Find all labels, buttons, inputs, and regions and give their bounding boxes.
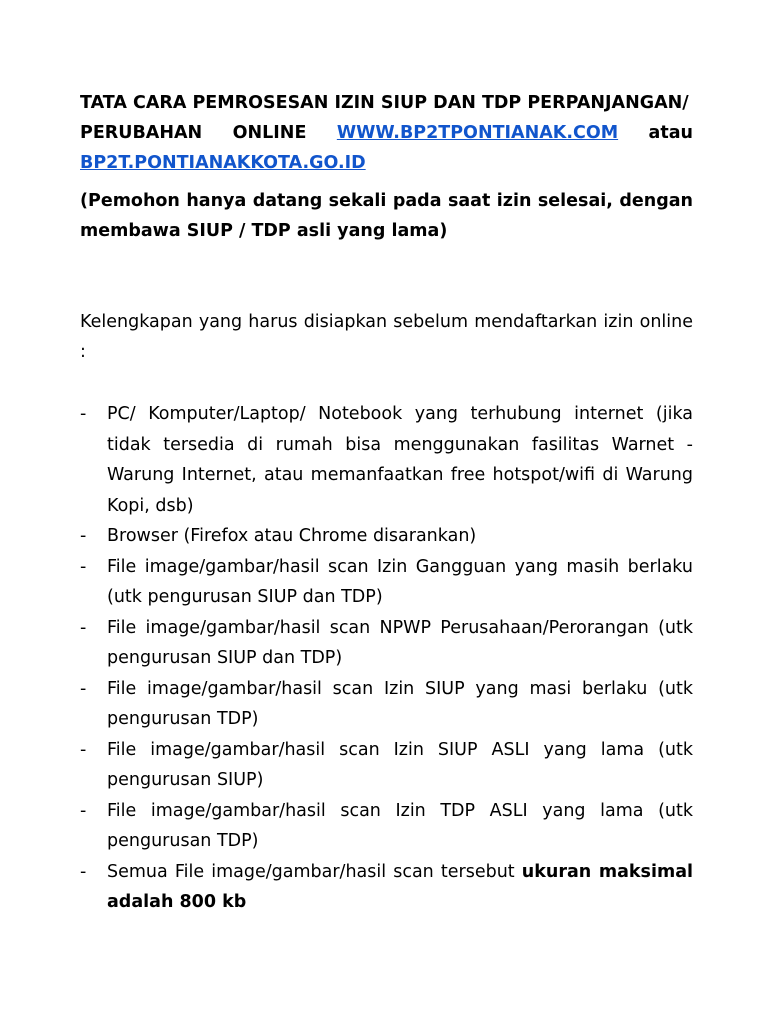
title-word-online: ONLINE bbox=[232, 123, 307, 143]
requirement-item bbox=[80, 613, 693, 674]
requirement-item bbox=[80, 521, 693, 552]
bullet-dash: - bbox=[80, 739, 87, 760]
title-line-3 bbox=[80, 148, 693, 178]
bullet-dash: - bbox=[80, 617, 87, 638]
bullet-dash: - bbox=[80, 800, 87, 821]
requirement-text: File image/gambar/hasil scan NPWP Perusahaan/Perorangan (utk pengurusan SIUP dan TDP) bbox=[107, 617, 693, 668]
requirement-item bbox=[80, 674, 693, 735]
requirement-item bbox=[80, 735, 693, 796]
file-size-limit: ukuran maksimal adalah 800 kb bbox=[107, 861, 693, 912]
document-title bbox=[80, 88, 693, 178]
title-word-perubahan: PERUBAHAN bbox=[80, 123, 203, 143]
title-line-1 bbox=[80, 88, 693, 118]
bullet-dash: - bbox=[80, 861, 87, 882]
requirement-item bbox=[80, 796, 693, 857]
requirement-item bbox=[80, 399, 693, 521]
requirement-text: File image/gambar/hasil scan Izin SIUP ASLI yang lama (utk pengurusan SIUP) bbox=[107, 739, 693, 790]
requirement-text: Semua File image/gambar/hasil scan tersebut bbox=[107, 861, 522, 882]
requirement-text: PC/ Komputer/Laptop/ Notebook yang terhubung internet (jika tidak tersedia di rumah bisa menggunakan fasilitas Warnet - Warung Internet, atau memanfaatkan free hotspot/wifi di Warung Kopi, dsb) bbox=[107, 404, 693, 516]
title-word-atau: atau bbox=[648, 123, 693, 143]
title-line-2 bbox=[80, 118, 693, 148]
requirement-item bbox=[80, 552, 693, 613]
requirement-text: File image/gambar/hasil scan Izin SIUP yang masi berlaku (utk pengurusan TDP) bbox=[107, 678, 693, 729]
requirements-intro: Kelengkapan yang harus disiapkan sebelum mendaftarkan izin online : bbox=[80, 312, 693, 362]
requirement-text: File image/gambar/hasil scan Izin TDP ASLI yang lama (utk pengurusan TDP) bbox=[107, 800, 693, 851]
bullet-dash: - bbox=[80, 404, 87, 424]
applicant-note: (Pemohon hanya datang sekali pada saat izin selesai, dengan membawa SIUP / TDP asli yang lama) bbox=[80, 191, 693, 241]
bullet-dash: - bbox=[80, 556, 87, 577]
title-text-1: TATA CARA PEMROSESAN IZIN SIUP DAN TDP PERPANJANGAN/ bbox=[80, 93, 689, 113]
requirement-item-file-size bbox=[80, 857, 693, 918]
website-link-primary[interactable]: WWW.BP2TPONTIANAK.COM bbox=[336, 123, 619, 143]
bullet-dash: - bbox=[80, 526, 87, 546]
requirement-text: Browser (Firefox atau Chrome disarankan) bbox=[107, 526, 477, 546]
requirements-list bbox=[80, 399, 693, 918]
document-page bbox=[80, 88, 693, 918]
bullet-dash: - bbox=[80, 678, 87, 699]
requirement-text: File image/gambar/hasil scan Izin Gangguan yang masih berlaku (utk pengurusan SIUP dan TDP) bbox=[107, 556, 693, 607]
website-link-secondary[interactable]: BP2T.PONTIANAKKOTA.GO.ID bbox=[80, 153, 366, 173]
